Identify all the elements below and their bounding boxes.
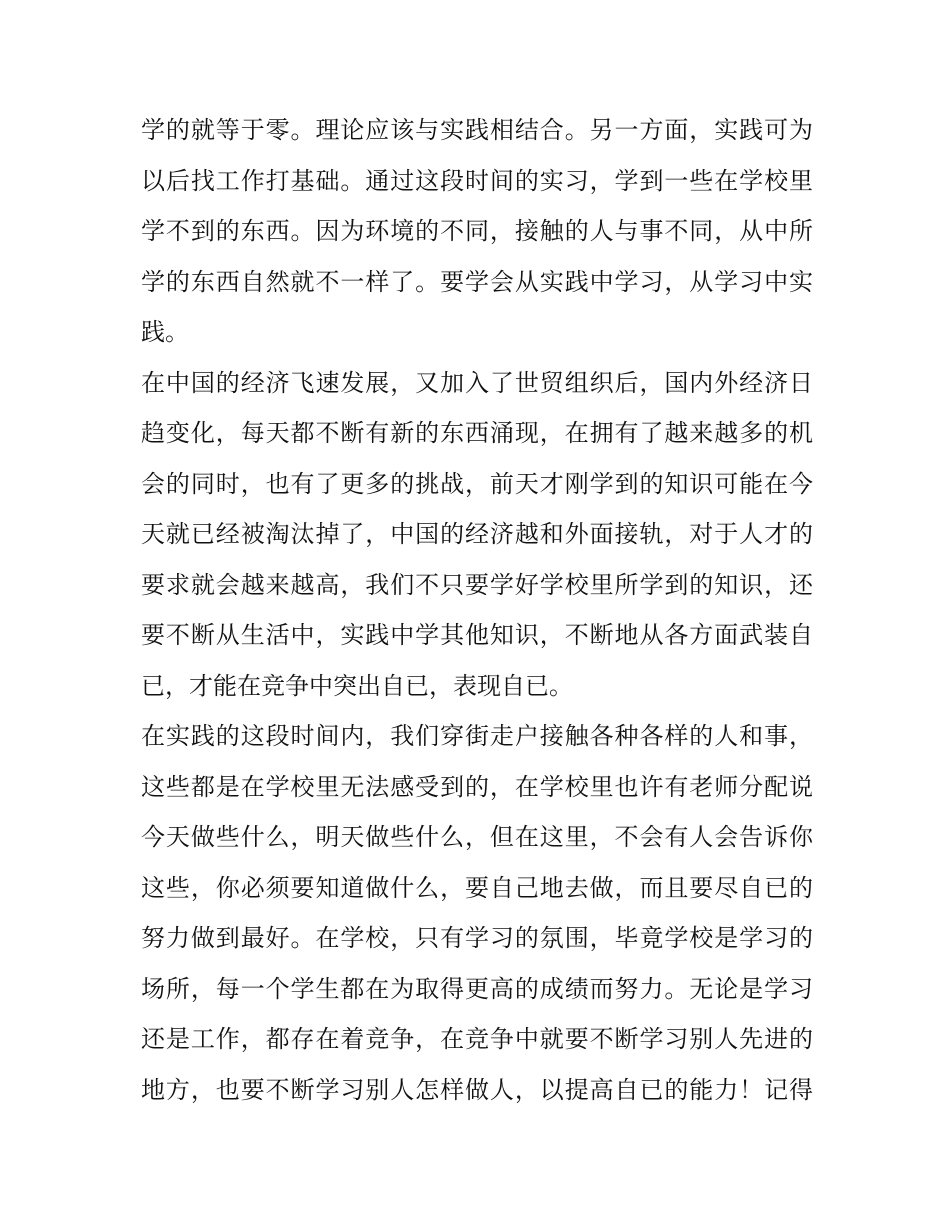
text-line: 今天做些什么，明天做些什么，但在这里，不会有人会告诉你 [141,823,813,851]
text-line: 以后找工作打基础。通过这段时间的实习，学到一些在学校里 [141,166,813,195]
text-line: 趋变化，每天都不断有新的东西涌现，在拥有了越来越多的机 [141,419,813,447]
text-line: 学不到的东西。因为环境的不同，接触的人与事不同，从中所 [141,217,813,245]
text-line: 天就已经被淘汰掉了，中国的经济越和外面接轨，对于人才的 [141,520,813,548]
text-line: 践。 [141,318,189,346]
text-line: 在实践的这段时间内，我们穿街走户接触各种各样的人和事， [141,722,813,750]
text-line: 场所，每一个学生都在为取得更高的成绩而努力。无论是学习 [141,974,813,1003]
document-body [141,105,813,1115]
text-line: 学的东西自然就不一样了。要学会从实践中学习，从学习中实 [141,267,813,296]
text-line: 这些，你必须要知道做什么，要自己地去做，而且要尽自已的 [141,873,813,902]
text-line: 地方，也要不断学习别人怎样做人，以提高自已的能力！记得 [141,1075,813,1104]
paragraph-3 [141,711,813,1115]
text-line: 还是工作，都存在着竞争，在竞争中就要不断学习别人先进的 [141,1025,813,1053]
text-line: 在中国的经济飞速发展，又加入了世贸组织后，国内外经济日 [141,368,813,397]
paragraph-1 [141,105,813,358]
text-line: 会的同时，也有了更多的挑战，前天才刚学到的知识可能在今 [141,469,813,498]
text-line: 努力做到最好。在学校，只有学习的氛围，毕竟学校是学习的 [141,924,813,952]
paragraph-2 [141,358,813,712]
text-line: 学的就等于零。理论应该与实践相结合。另一方面，实践可为 [141,116,813,144]
text-line: 要不断从生活中，实践中学其他知识，不断地从各方面武装自 [141,621,813,649]
text-line: 要求就会越来越高，我们不只要学好学校里所学到的知识，还 [141,570,813,599]
text-line: 已，才能在竞争中突出自已，表现自已。 [141,671,573,700]
text-line: 这些都是在学校里无法感受到的，在学校里也许有老师分配说 [141,772,813,801]
